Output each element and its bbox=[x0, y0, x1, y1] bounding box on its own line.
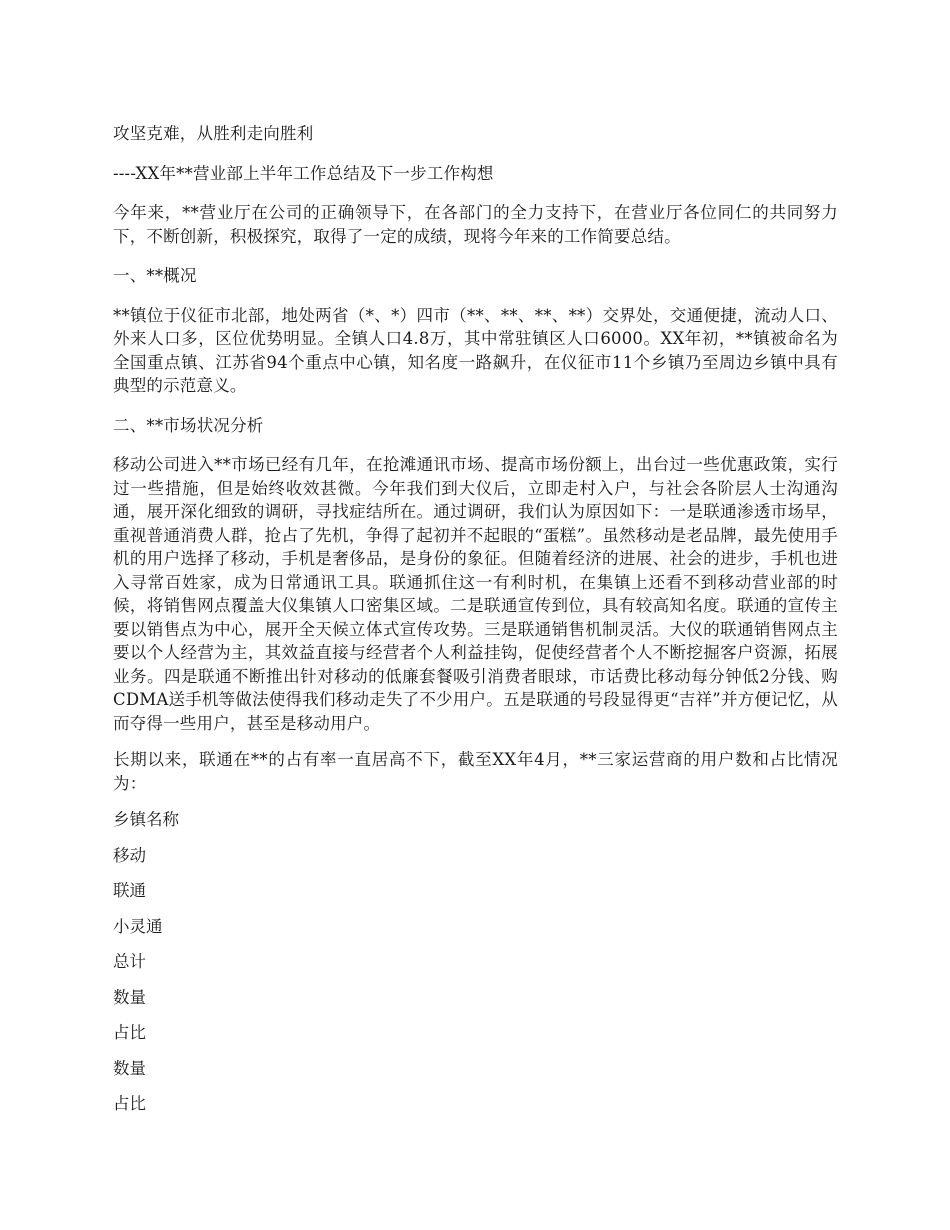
section-2-heading: 二、**市场状况分析 bbox=[113, 415, 264, 435]
document-page bbox=[113, 122, 838, 1116]
table-header-unicom: 联通 bbox=[113, 881, 146, 900]
table-items-list bbox=[113, 808, 838, 1116]
table-header-total: 总计 bbox=[113, 952, 146, 971]
table-subheader-share: 占比 bbox=[113, 1023, 146, 1042]
table-header-phs: 小灵通 bbox=[113, 916, 163, 936]
section-2-paragraph-2: 长期以来，联通在**的占有率一直居高不下，截至XX年4月，**三家运营商的用户数和占比情况为： bbox=[113, 750, 838, 793]
table-header-town: 乡镇名称 bbox=[113, 810, 179, 829]
document-subtitle: ----XX年**营业部上半年工作总结及下一步工作构想 bbox=[113, 163, 494, 183]
section-1-heading: 一、**概况 bbox=[113, 266, 197, 285]
table-subheader-count: 数量 bbox=[113, 1058, 146, 1078]
table-header-mobile: 移动 bbox=[113, 845, 146, 865]
document-title: 攻坚克难，从胜利走向胜利 bbox=[113, 124, 314, 143]
table-subheader-share: 占比 bbox=[113, 1094, 146, 1113]
intro-paragraph: 今年来，**营业厅在公司的正确领导下，在各部门的全力支持下，在营业厅各位同仁的共同努力下，不断创新，积极探究，取得了一定的成绩，现将今年来的工作简要总结。 bbox=[113, 203, 838, 246]
section-2-paragraph: 移动公司进入**市场已经有几年，在抢滩通讯市场、提高市场份额上，出台过一些优惠政策，实行过一些措施，但是始终收效甚微。今年我们到大仪后，立即走村入户，与社会各阶层人士沟通沟通，展开深化细致的调研，寻找症结所在。通过调研，我们认为原因如下：一是联通渗透市场早，重视普通消费人群，抢占了先机，争得了起初并不起眼的“蛋糕”。虽然移动是老品牌，最先使用手机的用户选择了移动，手机是奢侈品，是身份的象征。但随着经济的进展、社会的进步，手机也进入寻常百姓家，成为日常通讯工具。联通抓住这一有利时机，在集镇上还看不到移动营业部的时候，将销售网点覆盖大仪集镇人口密集区域。二是联通宣传到位，具有较高知名度。联通的宣传主要以销售点为中心，展开全天候立体式宣传攻势。三是联通销售机制灵活。大仪的联通销售网点主要以个人经营为主，其效益直接与经营者个人利益挂钩，促使经营者个人不断挖掘客户资源，拓展业务。四是联通不断推出针对移动的低廉套餐吸引消费者眼球，市话费比移动每分钟低2分钱、购CDMA送手机等做法使得我们移动走失了不少用户。五是联通的号段显得更“吉祥”并方便记忆，从而夺得一些用户，甚至是移动用户。 bbox=[113, 455, 838, 733]
section-1-paragraph: **镇位于仪征市北部，地处两省（*、*）四市（**、**、**、**）交界处，交通便捷，流动人口、外来人口多，区位优势明显。全镇人口4.8万，其中常驻镇区人口6000。XX年初，**镇被命名为全国重点镇、江苏省94个重点中心镇，知名度一路飙升，在仪征市11个乡镇乃至周边乡镇中具有典型的示范意义。 bbox=[113, 305, 838, 395]
table-subheader-count: 数量 bbox=[113, 987, 146, 1007]
